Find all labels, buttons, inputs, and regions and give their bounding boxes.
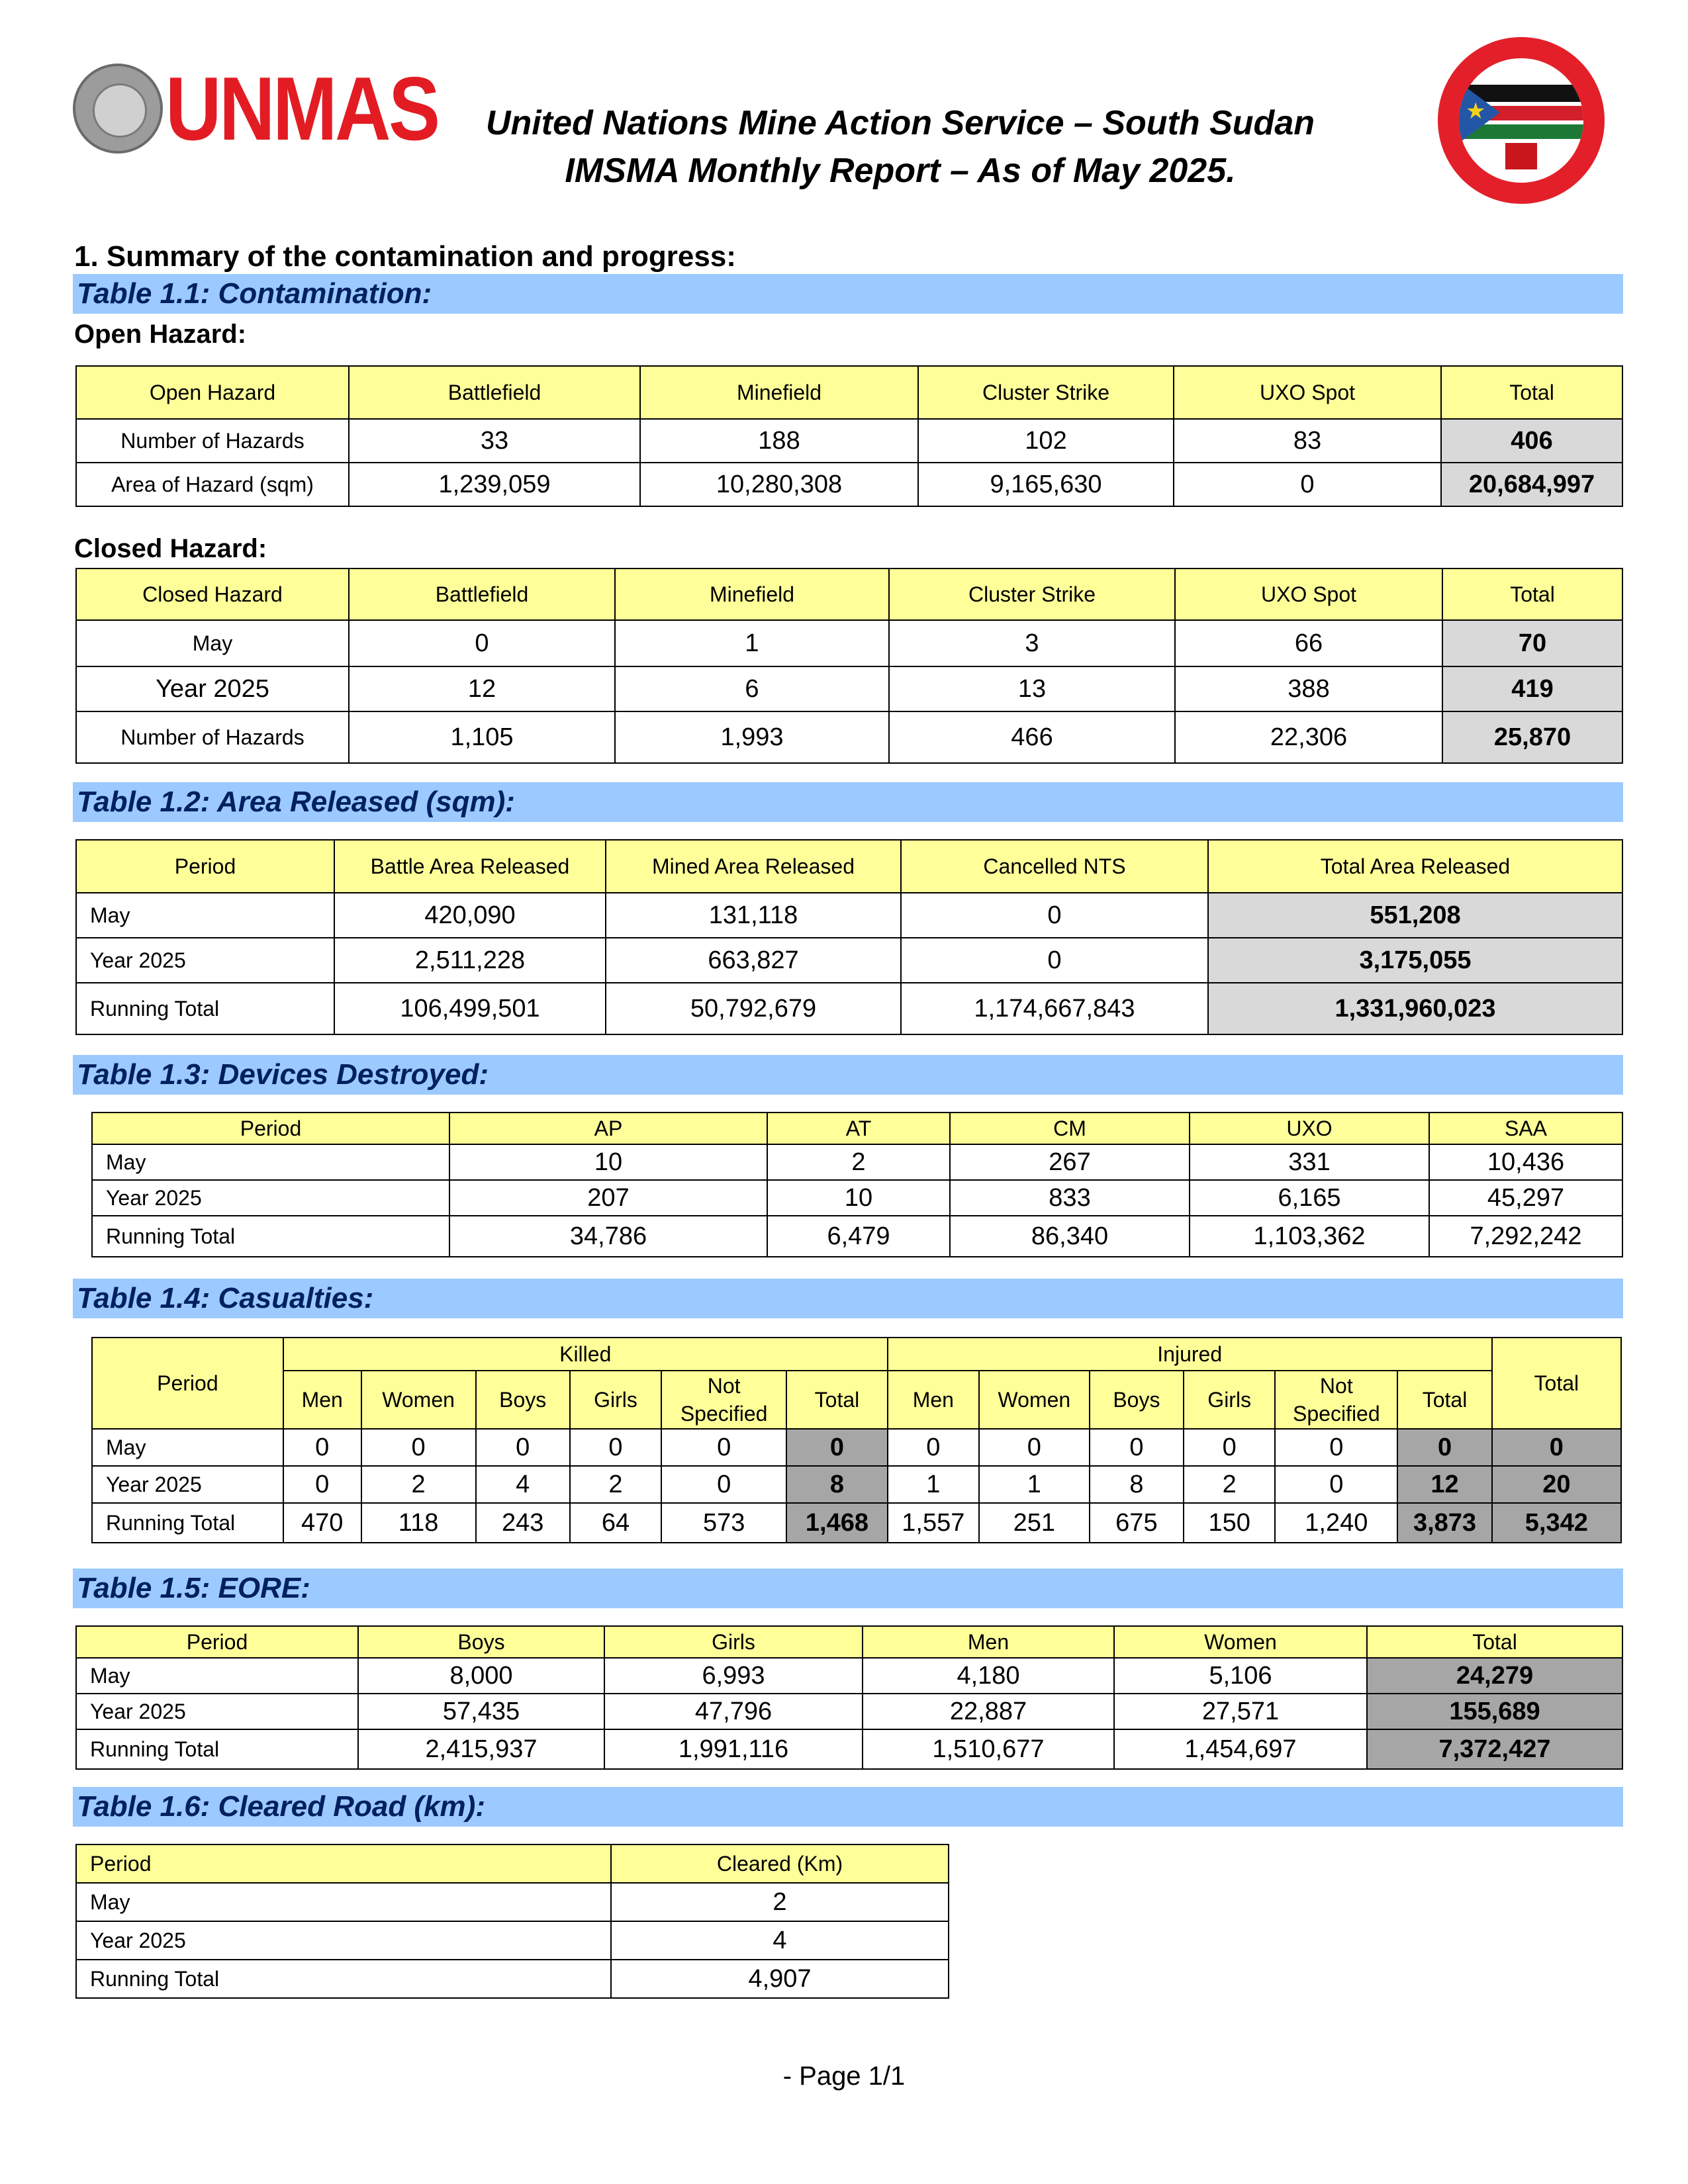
table-row	[76, 1658, 1622, 1694]
row-label: May	[76, 1658, 358, 1694]
table-cell: 1,510,677	[863, 1729, 1114, 1769]
table-1-6-title-band	[73, 1787, 1623, 1827]
table-row	[92, 1144, 1622, 1180]
row-label: Year 2025	[92, 1180, 449, 1216]
table-cell: 6,993	[604, 1658, 863, 1694]
table-row	[76, 983, 1622, 1034]
column-header: Girls	[570, 1371, 661, 1429]
table-cell: 188	[640, 419, 918, 463]
table-cell: 10,436	[1429, 1144, 1622, 1180]
subtotal-cell: 0	[1397, 1429, 1491, 1466]
table-cell: 1,105	[349, 711, 615, 763]
column-header: Not Specified	[661, 1371, 786, 1429]
total-cell: 0	[1492, 1429, 1621, 1466]
subtotal-cell: 0	[786, 1429, 888, 1466]
table-cell: 1,557	[888, 1503, 979, 1543]
table-row	[76, 1883, 949, 1921]
table-cell: 0	[476, 1429, 570, 1466]
table-subheader-row	[92, 1371, 1621, 1429]
table-cell: 207	[449, 1180, 767, 1216]
table-cell: 0	[979, 1429, 1090, 1466]
table-1-4-title-band	[73, 1279, 1623, 1318]
table-cell: 83	[1174, 419, 1441, 463]
total-header: Total	[1492, 1338, 1621, 1429]
column-header: UXO Spot	[1175, 569, 1442, 620]
column-header: Cluster Strike	[889, 569, 1175, 620]
table-row	[76, 1729, 1622, 1769]
column-header: CM	[950, 1113, 1190, 1144]
column-header: Cluster Strike	[918, 366, 1174, 419]
row-label: Number of Hazards	[76, 419, 349, 463]
table-cell: 267	[950, 1144, 1190, 1180]
table-cell: 5,106	[1114, 1658, 1367, 1694]
table-cell: 0	[888, 1429, 979, 1466]
table-cell: 331	[1190, 1144, 1429, 1180]
table-row	[76, 1921, 949, 1960]
table-cell: 470	[283, 1503, 361, 1543]
column-header: Period	[76, 840, 334, 893]
injured-header: Injured	[888, 1338, 1492, 1371]
total-cell: 5,342	[1492, 1503, 1621, 1543]
table-cell: 0	[1275, 1466, 1397, 1503]
table-1-5-title: Table 1.5: EORE:	[77, 1572, 310, 1604]
table-header-row	[76, 569, 1622, 620]
row-label: Year 2025	[76, 666, 349, 711]
row-label: Year 2025	[92, 1466, 283, 1503]
row-label: Area of Hazard (sqm)	[76, 463, 349, 506]
table-cell: 2,511,228	[334, 938, 606, 983]
column-header: Total	[1367, 1626, 1622, 1658]
table-cell: 118	[361, 1503, 476, 1543]
table-row	[76, 463, 1622, 506]
row-label: May	[76, 893, 334, 938]
table-cell: 4,180	[863, 1658, 1114, 1694]
column-header: Boys	[476, 1371, 570, 1429]
killed-header: Killed	[283, 1338, 888, 1371]
column-header: AP	[449, 1113, 767, 1144]
total-cell: 406	[1441, 419, 1622, 463]
row-label: May	[76, 1883, 611, 1921]
column-header: UXO	[1190, 1113, 1429, 1144]
table-row	[92, 1429, 1621, 1466]
total-cell: 24,279	[1367, 1658, 1622, 1694]
table-cell: 4,907	[611, 1960, 949, 1998]
column-header: Men	[888, 1371, 979, 1429]
column-header: Cancelled NTS	[901, 840, 1208, 893]
table-cell: 573	[661, 1503, 786, 1543]
table-cell: 50,792,679	[606, 983, 901, 1034]
table-cell: 7,292,242	[1429, 1216, 1622, 1257]
table-1-1-title: Table 1.1: Contamination:	[77, 277, 432, 310]
column-header: AT	[767, 1113, 950, 1144]
column-header: Minefield	[640, 366, 918, 419]
total-cell: 3,175,055	[1208, 938, 1622, 983]
column-header: UXO Spot	[1174, 366, 1441, 419]
table-cell: 388	[1175, 666, 1442, 711]
table-cell: 1	[888, 1466, 979, 1503]
table-cell: 2	[611, 1883, 949, 1921]
table-cell: 675	[1090, 1503, 1184, 1543]
table-cell: 13	[889, 666, 1175, 711]
table-cell: 833	[950, 1180, 1190, 1216]
table-cell: 27,571	[1114, 1694, 1367, 1729]
table-1-2-title-band	[73, 782, 1623, 822]
table-cell: 8,000	[358, 1658, 604, 1694]
table-cell: 1,174,667,843	[901, 983, 1208, 1034]
table-cell: 0	[901, 893, 1208, 938]
table-cell: 2,415,937	[358, 1729, 604, 1769]
table-cell: 0	[1275, 1429, 1397, 1466]
column-header: Total	[1442, 569, 1622, 620]
table-cell: 10	[767, 1180, 950, 1216]
table-cell: 22,306	[1175, 711, 1442, 763]
column-header: Battlefield	[349, 366, 640, 419]
table-row	[76, 711, 1622, 763]
column-header: Period	[76, 1844, 611, 1883]
table-row	[76, 666, 1622, 711]
table-1-3-title-band	[73, 1055, 1623, 1095]
subtotal-cell: 8	[786, 1466, 888, 1503]
row-label: May	[92, 1144, 449, 1180]
total-cell: 155,689	[1367, 1694, 1622, 1729]
total-cell: 20	[1492, 1466, 1621, 1503]
column-header: Minefield	[615, 569, 889, 620]
column-header: Boys	[1090, 1371, 1184, 1429]
table-cell: 66	[1175, 620, 1442, 666]
column-header: Cleared (Km)	[611, 1844, 949, 1883]
column-header: Total Area Released	[1208, 840, 1622, 893]
table-header-row	[76, 366, 1622, 419]
table-cell: 1	[615, 620, 889, 666]
table-cell: 0	[661, 1466, 786, 1503]
table-cell: 86,340	[950, 1216, 1190, 1257]
table-cell: 6	[615, 666, 889, 711]
table-row	[92, 1216, 1622, 1257]
un-emblem-icon	[73, 64, 163, 154]
table-row	[92, 1180, 1622, 1216]
column-header: Girls	[604, 1626, 863, 1658]
column-header: SAA	[1429, 1113, 1622, 1144]
open-hazard-heading: Open Hazard:	[74, 320, 247, 349]
cleared-road-table	[75, 1844, 949, 1999]
table-row	[76, 419, 1622, 463]
table-cell: 0	[1184, 1429, 1275, 1466]
table-header-row	[76, 1844, 949, 1883]
table-cell: 6,479	[767, 1216, 950, 1257]
row-label: Number of Hazards	[76, 711, 349, 763]
table-cell: 4	[611, 1921, 949, 1960]
column-header: Not Specified	[1275, 1371, 1397, 1429]
table-1-3-title: Table 1.3: Devices Destroyed:	[77, 1058, 489, 1091]
table-cell: 663,827	[606, 938, 901, 983]
table-cell: 12	[349, 666, 615, 711]
column-header: Battlefield	[349, 569, 615, 620]
table-cell: 0	[1174, 463, 1441, 506]
unmas-logo: UNMAS	[165, 58, 438, 159]
row-label: Running Total	[92, 1216, 449, 1257]
row-label: Running Total	[76, 1729, 358, 1769]
table-cell: 102	[918, 419, 1174, 463]
report-title-line1: United Nations Mine Action Service – South Sudan	[485, 104, 1315, 142]
table-cell: 0	[283, 1466, 361, 1503]
table-row	[76, 620, 1622, 666]
column-header: Total	[1397, 1371, 1491, 1429]
table-cell: 150	[1184, 1503, 1275, 1543]
column-header: Men	[283, 1371, 361, 1429]
casualties-table	[91, 1337, 1622, 1543]
report-title-line2: IMSMA Monthly Report – As of May 2025.	[565, 152, 1236, 190]
table-cell: 47,796	[604, 1694, 863, 1729]
row-label: Running Total	[76, 1960, 611, 1998]
total-cell: 25,870	[1442, 711, 1622, 763]
total-cell: 551,208	[1208, 893, 1622, 938]
column-header: Period	[92, 1113, 449, 1144]
table-row	[76, 893, 1622, 938]
column-header: Period	[76, 1626, 358, 1658]
table-cell: 0	[361, 1429, 476, 1466]
total-cell: 419	[1442, 666, 1622, 711]
table-cell: 1,993	[615, 711, 889, 763]
table-cell: 243	[476, 1503, 570, 1543]
row-label: Running Total	[92, 1503, 283, 1543]
table-row	[76, 938, 1622, 983]
row-label: Year 2025	[76, 938, 334, 983]
table-cell: 2	[767, 1144, 950, 1180]
table-cell: 1	[979, 1466, 1090, 1503]
table-cell: 9,165,630	[918, 463, 1174, 506]
table-cell: 0	[1090, 1429, 1184, 1466]
row-label: May	[76, 620, 349, 666]
table-cell: 2	[361, 1466, 476, 1503]
table-cell: 34,786	[449, 1216, 767, 1257]
section-title: 1. Summary of the contamination and progress:	[74, 240, 736, 273]
table-cell: 33	[349, 419, 640, 463]
table-cell: 10	[449, 1144, 767, 1180]
row-label: Year 2025	[76, 1694, 358, 1729]
column-header: Women	[1114, 1626, 1367, 1658]
column-header: Battle Area Released	[334, 840, 606, 893]
eore-table	[75, 1625, 1623, 1770]
table-1-6-title: Table 1.6: Cleared Road (km):	[77, 1790, 485, 1823]
table-cell: 64	[570, 1503, 661, 1543]
table-cell: 2	[570, 1466, 661, 1503]
total-cell: 70	[1442, 620, 1622, 666]
table-cell: 420,090	[334, 893, 606, 938]
column-header: Men	[863, 1626, 1114, 1658]
table-1-4-title: Table 1.4: Casualties:	[77, 1282, 374, 1314]
table-cell: 0	[349, 620, 615, 666]
table-cell: 45,297	[1429, 1180, 1622, 1216]
table-cell: 6,165	[1190, 1180, 1429, 1216]
column-header: Closed Hazard	[76, 569, 349, 620]
table-row	[92, 1503, 1621, 1543]
table-header-row	[76, 1626, 1622, 1658]
area-released-table	[75, 839, 1623, 1035]
row-label: Year 2025	[76, 1921, 611, 1960]
table-cell: 1,240	[1275, 1503, 1397, 1543]
table-1-1-title-band	[73, 274, 1623, 314]
table-cell: 57,435	[358, 1694, 604, 1729]
table-cell: 0	[283, 1429, 361, 1466]
total-cell: 20,684,997	[1441, 463, 1622, 506]
table-cell: 2	[1184, 1466, 1275, 1503]
row-label: Running Total	[76, 983, 334, 1034]
column-header: Mined Area Released	[606, 840, 901, 893]
table-cell: 22,887	[863, 1694, 1114, 1729]
column-header: Total	[1441, 366, 1622, 419]
table-cell: 106,499,501	[334, 983, 606, 1034]
table-row	[76, 1694, 1622, 1729]
table-cell: 0	[661, 1429, 786, 1466]
closed-hazard-heading: Closed Hazard:	[74, 534, 267, 563]
row-label: May	[92, 1429, 283, 1466]
column-header: Women	[979, 1371, 1090, 1429]
table-cell: 131,118	[606, 893, 901, 938]
open-hazard-table	[75, 365, 1623, 507]
closed-hazard-table	[75, 568, 1623, 764]
table-header-row	[92, 1113, 1622, 1144]
column-header: Women	[361, 1371, 476, 1429]
table-cell: 1,103,362	[1190, 1216, 1429, 1257]
table-1-2-title: Table 1.2: Area Released (sqm):	[77, 786, 515, 818]
table-cell: 10,280,308	[640, 463, 918, 506]
column-header: Boys	[358, 1626, 604, 1658]
devices-destroyed-table	[91, 1112, 1623, 1257]
table-cell: 251	[979, 1503, 1090, 1543]
page-number: - Page 1/1	[782, 2062, 906, 2091]
table-1-5-title-band	[73, 1569, 1623, 1608]
table-row	[76, 1960, 949, 1998]
table-cell: 0	[901, 938, 1208, 983]
period-header: Period	[92, 1338, 283, 1429]
column-header: Open Hazard	[76, 366, 349, 419]
table-header-row	[76, 840, 1622, 893]
table-row	[92, 1466, 1621, 1503]
table-cell: 1,454,697	[1114, 1729, 1367, 1769]
national-mine-action-authority-seal-icon: ★	[1438, 37, 1605, 204]
table-cell: 1,991,116	[604, 1729, 863, 1769]
subtotal-cell: 3,873	[1397, 1503, 1491, 1543]
total-cell: 1,331,960,023	[1208, 983, 1622, 1034]
table-cell: 0	[570, 1429, 661, 1466]
table-cell: 466	[889, 711, 1175, 763]
column-header: Girls	[1184, 1371, 1275, 1429]
subtotal-cell: 12	[1397, 1466, 1491, 1503]
total-cell: 7,372,427	[1367, 1729, 1622, 1769]
table-cell: 8	[1090, 1466, 1184, 1503]
table-header-row	[92, 1338, 1621, 1371]
column-header: Total	[786, 1371, 888, 1429]
table-cell: 4	[476, 1466, 570, 1503]
subtotal-cell: 1,468	[786, 1503, 888, 1543]
table-cell: 3	[889, 620, 1175, 666]
table-cell: 1,239,059	[349, 463, 640, 506]
